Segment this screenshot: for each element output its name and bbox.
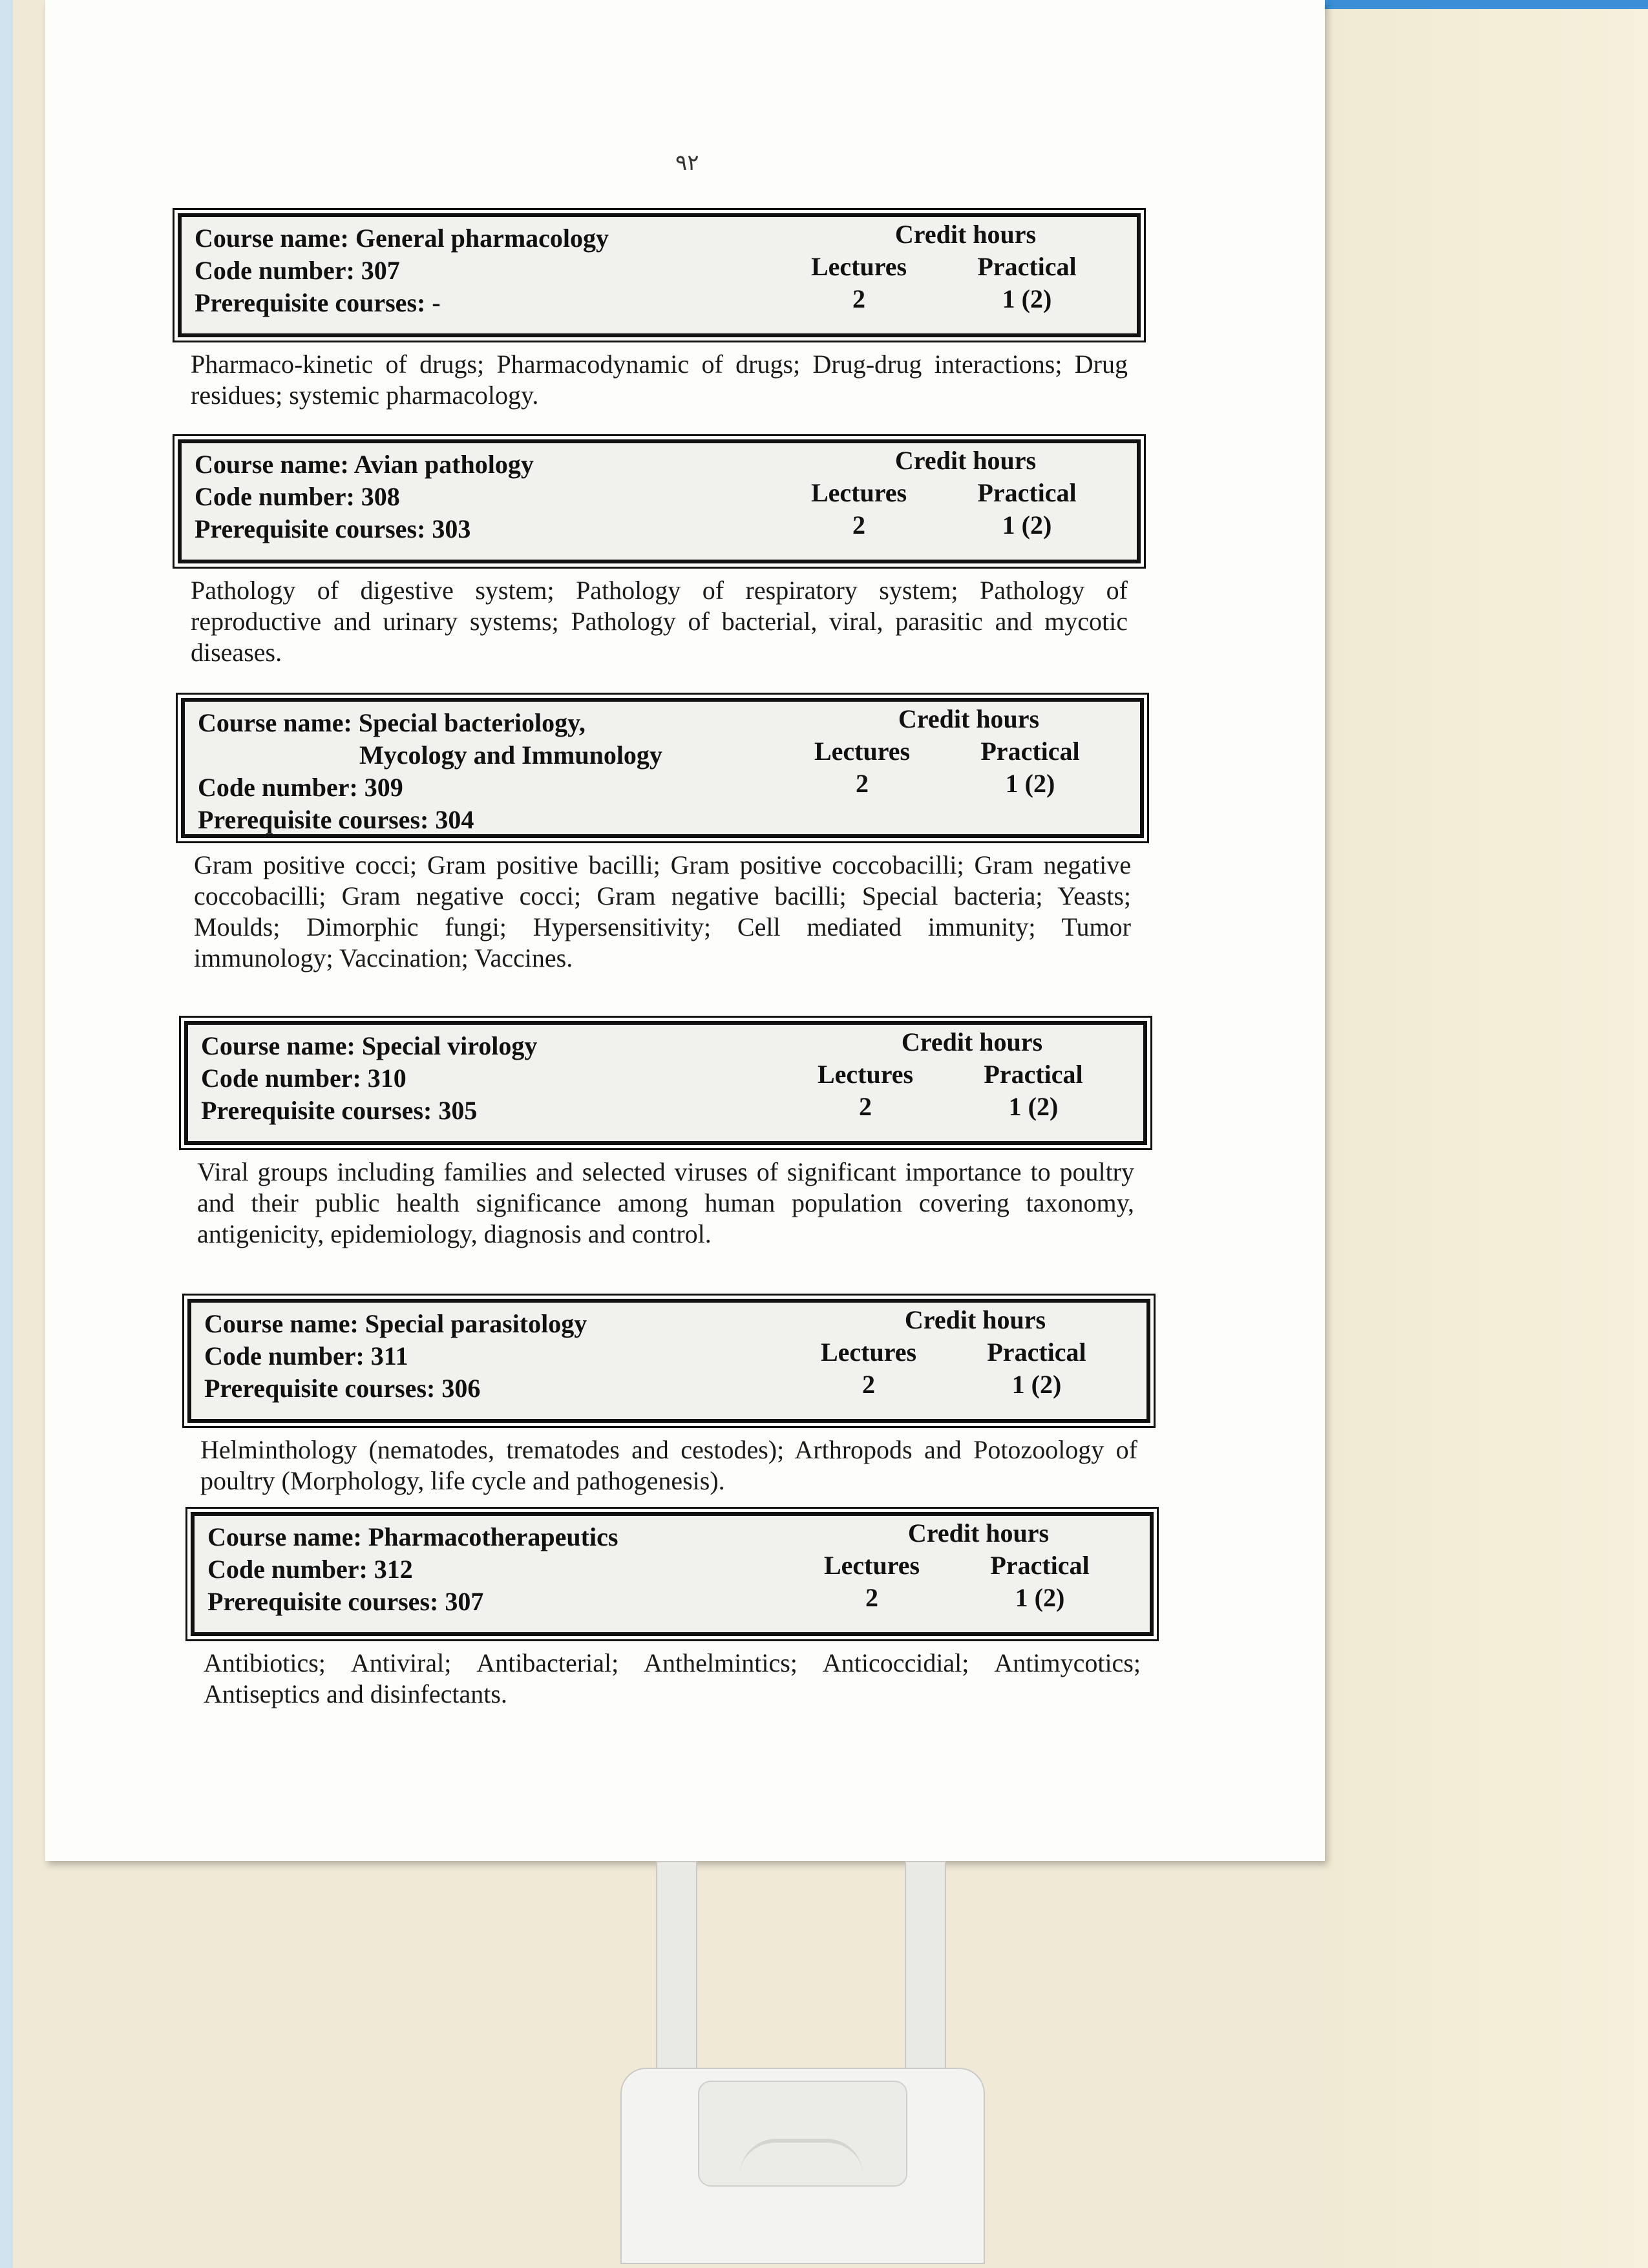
- course-block-312: [191, 1512, 1154, 1710]
- scan-left-edge: [0, 0, 13, 2268]
- lectures-value: 2: [859, 1092, 872, 1121]
- scan-background-strip: [1325, 0, 1648, 2268]
- lectures-label: Lectures: [817, 1060, 914, 1089]
- credit-hours-label: Credit hours: [894, 446, 1037, 475]
- practical-label: Practical: [990, 1551, 1090, 1580]
- course-info: [207, 1521, 618, 1618]
- course-header: [191, 1512, 1154, 1636]
- course-block-309: [181, 698, 1144, 974]
- course-prerequisites: Prerequisite courses: 305: [201, 1096, 478, 1125]
- credit-hours-label: Credit hours: [894, 220, 1037, 249]
- credit-hours-label: Credit hours: [907, 1518, 1050, 1548]
- course-name: Course name: Special virology: [201, 1031, 538, 1060]
- course-info: [198, 707, 662, 836]
- practical-value: 1 (2): [1011, 1370, 1062, 1399]
- lectures-label: Lectures: [814, 737, 911, 766]
- course-description: Viral groups including families and selected viruses of significant importance to poultry and their public health significance among human population covering taxonomy, antigenicity, epidemiology, diagnosis and control.: [197, 1157, 1134, 1248]
- course-prerequisites: Prerequisite courses: 306: [204, 1374, 481, 1403]
- course-prerequisites: Prerequisite courses: 303: [195, 514, 471, 543]
- course-prerequisites: Prerequisite courses: 307: [207, 1587, 484, 1616]
- course-info: [195, 448, 534, 545]
- course-prerequisites: Prerequisite courses: -: [195, 288, 441, 317]
- scanner-page-holder: [582, 1861, 1034, 2268]
- credit-hours-table: [794, 218, 1092, 315]
- course-block-311: [187, 1299, 1150, 1496]
- lectures-label: Lectures: [820, 1338, 917, 1367]
- credit-hours-table: [801, 1026, 1098, 1123]
- lectures-label: Lectures: [823, 1551, 920, 1580]
- course-description: Pathology of digestive system; Pathology of respiratory system; Pathology of reproductive and urinary systems; Pathology of bacterial, viral, parasitic and mycotic diseases.: [191, 576, 1128, 667]
- credit-hours-table: [807, 1517, 1104, 1614]
- course-code: Code number: 309: [198, 773, 403, 802]
- holder-arm-right: [905, 1861, 946, 2077]
- course-code: Code number: 308: [195, 482, 400, 511]
- lectures-label: Lectures: [810, 252, 907, 281]
- course-description: Antibiotics; Antiviral; Antibacterial; Anthelmintics; Anticoccidial; Antimycotics; Antiseptics and disinfectants.: [204, 1648, 1141, 1708]
- course-prerequisites: Prerequisite courses: 304: [198, 805, 474, 834]
- practical-label: Practical: [977, 252, 1077, 281]
- practical-label: Practical: [977, 478, 1077, 507]
- course-name: Course name: General pharmacology: [195, 224, 609, 253]
- course-description: Pharmaco-kinetic of drugs; Pharmacodynamic of drugs; Drug-drug interactions; Drug residues; systemic pharmacology.: [191, 350, 1128, 410]
- lectures-label: Lectures: [810, 478, 907, 507]
- course-description: Helminthology (nematodes, trematodes and cestodes); Arthropods and Potozoology of poultry (Morphology, life cycle and pathogenesis).: [200, 1435, 1137, 1495]
- course-name-continued: Mycology and Immunology: [359, 740, 662, 770]
- course-header: [187, 1299, 1150, 1423]
- course-block-308: [178, 439, 1141, 668]
- practical-value: 1 (2): [1015, 1583, 1065, 1612]
- course-header: [178, 439, 1141, 563]
- credit-hours-table: [804, 1304, 1101, 1401]
- holder-slot: [740, 2139, 863, 2175]
- document-page: [45, 0, 1325, 1861]
- course-code: Code number: 312: [207, 1555, 413, 1584]
- scan-top-edge: [1325, 0, 1648, 9]
- lectures-value: 2: [852, 510, 865, 540]
- lectures-value: 2: [865, 1583, 878, 1612]
- practical-value: 1 (2): [1002, 284, 1052, 313]
- practical-label: Practical: [984, 1060, 1083, 1089]
- lectures-value: 2: [852, 284, 865, 313]
- credit-hours-label: Credit hours: [898, 704, 1040, 733]
- practical-value: 1 (2): [1005, 769, 1055, 798]
- course-block-307: [178, 213, 1141, 411]
- practical-label: Practical: [987, 1338, 1086, 1367]
- course-description: Gram positive cocci; Gram positive bacilli; Gram positive coccobacilli; Gram negative coccobacilli; Gram negative cocci; Gram negative bacilli; Special bacteria; Yeasts; Moulds; Dimorphic fungi; Hypersensitivity; Cell mediated immunity; Tumor immunology; Vaccination; Vaccines.: [194, 850, 1131, 972]
- course-code: Code number: 311: [204, 1341, 408, 1370]
- course-name: Course name: Pharmacotherapeutics: [207, 1522, 618, 1551]
- page-number: ٩٢: [675, 151, 699, 175]
- credit-hours-table: [794, 445, 1092, 541]
- practical-value: 1 (2): [1002, 510, 1052, 540]
- course-header: [178, 213, 1141, 337]
- course-name: Course name: Special bacteriology,: [198, 708, 586, 737]
- course-header: [184, 1021, 1147, 1145]
- lectures-value: 2: [862, 1370, 875, 1399]
- holder-arm-left: [656, 1861, 697, 2077]
- credit-hours-table: [798, 703, 1095, 800]
- practical-label: Practical: [980, 737, 1080, 766]
- credit-hours-label: Credit hours: [901, 1027, 1043, 1056]
- credit-hours-label: Credit hours: [904, 1305, 1046, 1334]
- course-header: [181, 698, 1144, 838]
- course-name: Course name: Avian pathology: [195, 450, 534, 479]
- course-code: Code number: 307: [195, 256, 400, 285]
- lectures-value: 2: [856, 769, 869, 798]
- course-code: Code number: 310: [201, 1064, 407, 1093]
- course-info: [201, 1030, 537, 1127]
- course-block-310: [184, 1021, 1147, 1250]
- course-info: [195, 222, 609, 319]
- practical-value: 1 (2): [1008, 1092, 1059, 1121]
- course-name: Course name: Special parasitology: [204, 1309, 587, 1338]
- course-info: [204, 1308, 587, 1405]
